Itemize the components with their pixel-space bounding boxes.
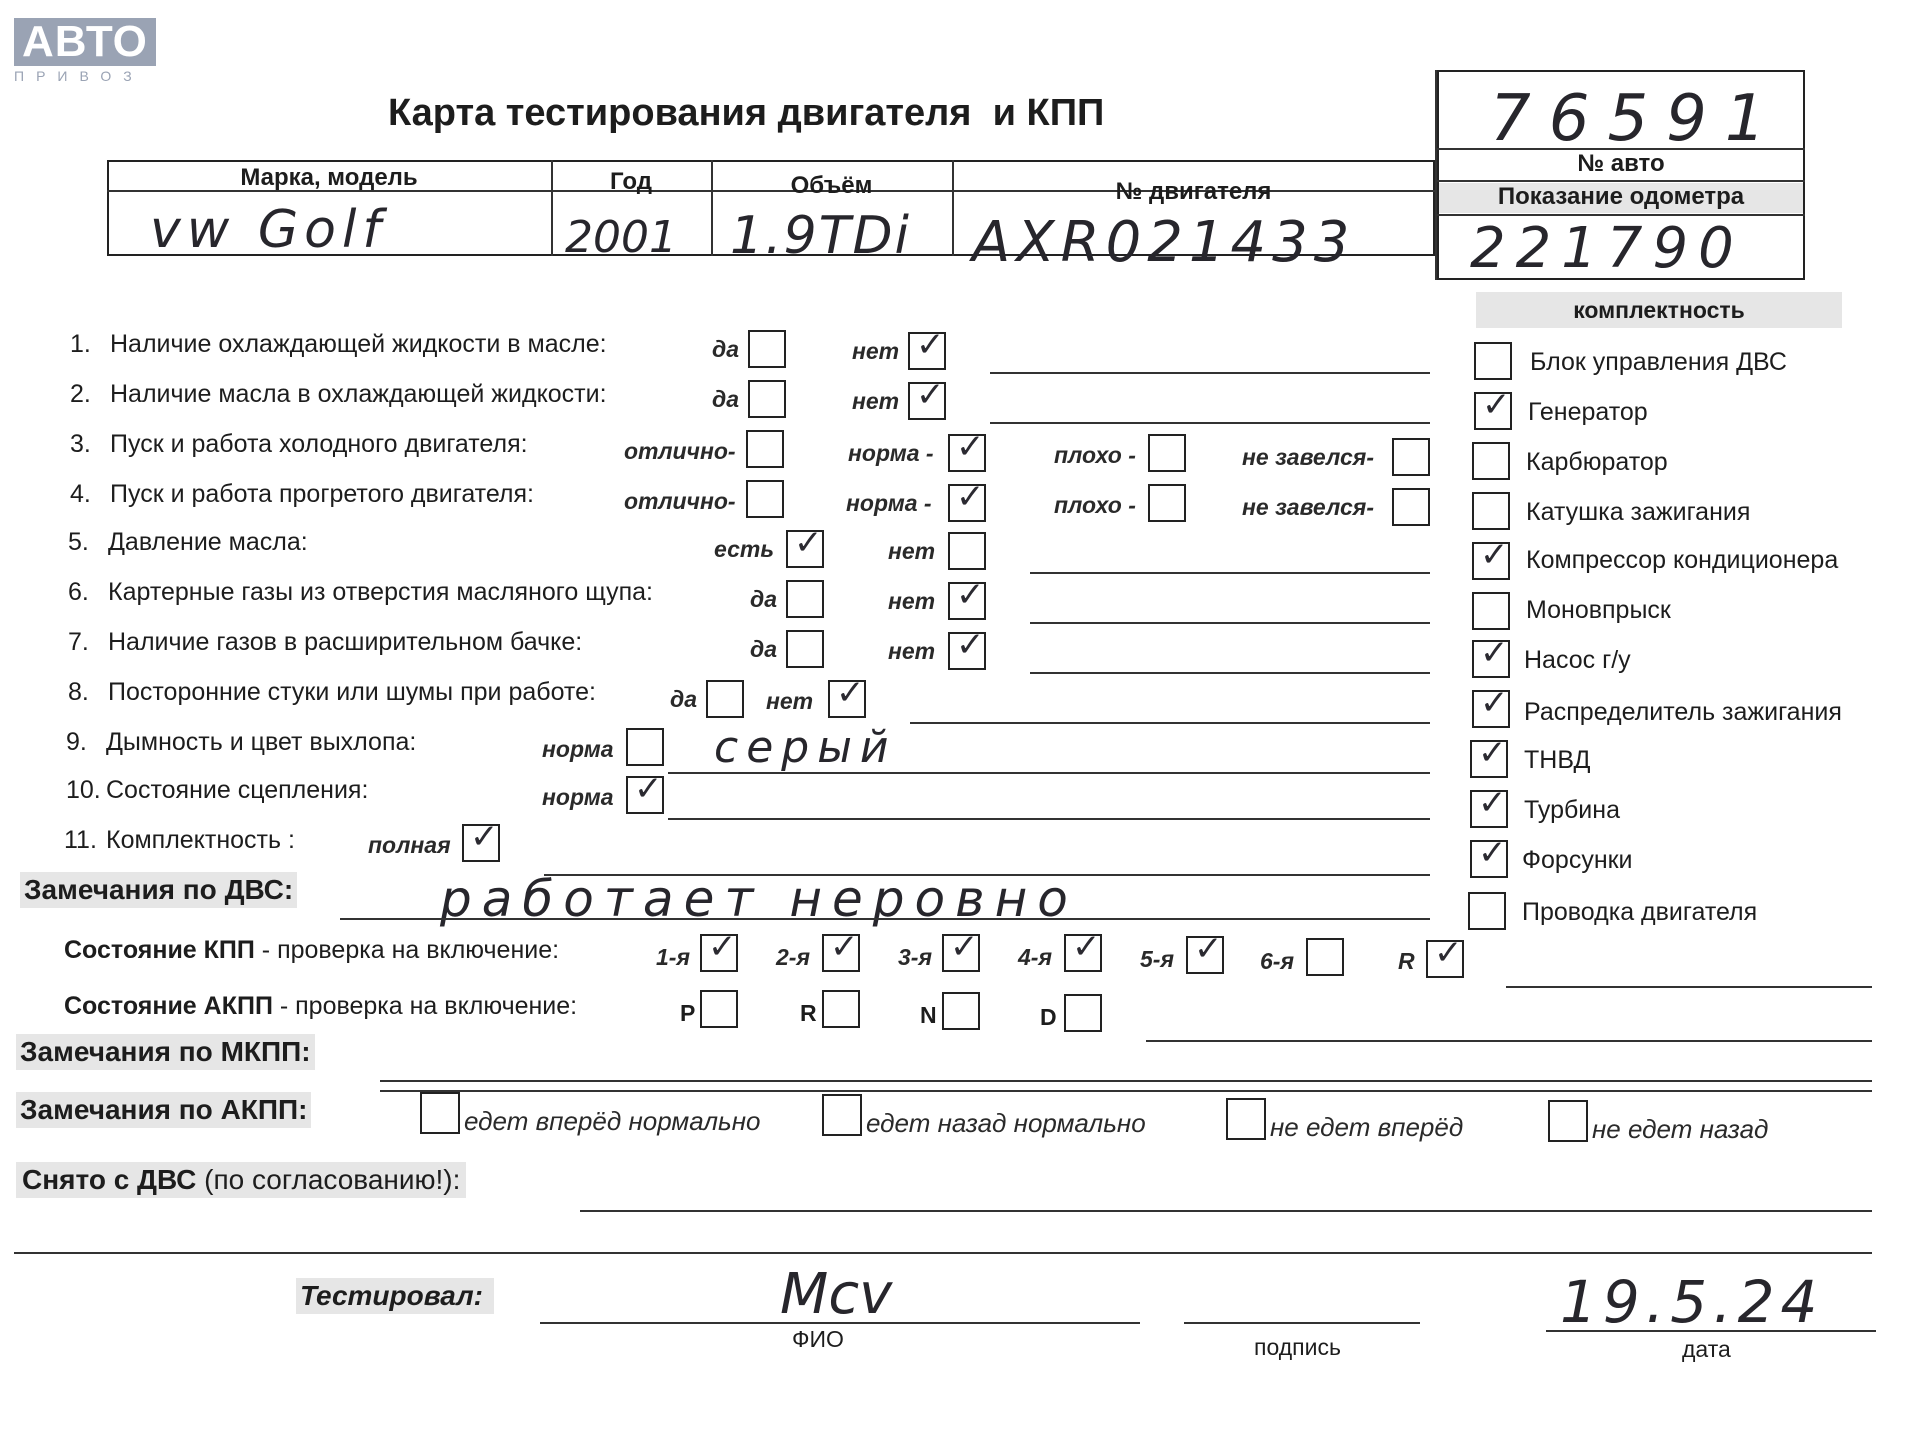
item-number: 3. (70, 430, 91, 458)
item-option: да (750, 586, 778, 612)
completeness-item: Турбина (1524, 796, 1620, 824)
checkbox-mode-n[interactable] (942, 992, 980, 1030)
checkbox-gear-4[interactable] (1064, 927, 1102, 972)
item-option: нет (766, 688, 814, 714)
checkbox-item1-no[interactable] (908, 325, 946, 370)
completeness-item: Моновпрыск (1526, 596, 1671, 624)
item-label: Наличие охлаждающей жидкости в масле: (110, 330, 607, 358)
akpp-option: не едет вперёд (1270, 1112, 1464, 1142)
akpp-option: едет вперёд нормально (464, 1106, 761, 1136)
logo-text: АВТО (14, 18, 156, 66)
logo-subtext: ПРИВОЗ (14, 68, 144, 84)
item-option: не завелся- (1242, 494, 1374, 520)
check-mark: ✓ (1434, 933, 1463, 973)
checkbox-item10-normal[interactable] (626, 769, 664, 814)
item-option: отлично- (624, 438, 736, 464)
completeness-item: Катушка зажигания (1526, 498, 1751, 526)
removed-label-rest: (по согласованию!): (196, 1164, 461, 1195)
caption-signature: подпись (1254, 1334, 1341, 1360)
checkbox-akpp-backward-ok[interactable] (822, 1094, 862, 1136)
checkbox-power-steering-pump[interactable] (1472, 633, 1510, 678)
check-mark: ✓ (470, 817, 499, 857)
item-option: плохо - (1054, 492, 1136, 518)
checkbox-fuel-pump[interactable] (1470, 733, 1508, 778)
auto-gearbox-label (64, 992, 577, 1021)
checkbox-item3-bad[interactable] (1148, 434, 1186, 472)
checkbox-mode-r[interactable] (822, 990, 860, 1028)
checkbox-item4-nostart[interactable] (1392, 488, 1430, 526)
completeness-item: Форсунки (1522, 846, 1633, 874)
odometer-value: 221790 (1470, 216, 1744, 281)
checkbox-mode-d[interactable] (1064, 994, 1102, 1032)
item-number: 4. (70, 480, 91, 508)
mode-label: D (1040, 1004, 1057, 1030)
checkbox-item5-no[interactable] (948, 532, 986, 570)
checkbox-item9-normal[interactable] (626, 728, 664, 766)
exhaust-note: серый (714, 722, 897, 773)
header-model-label: Марка, модель (240, 164, 418, 191)
caption-date: дата (1682, 1336, 1731, 1362)
checkbox-item4-normal[interactable] (948, 477, 986, 522)
checkbox-carburetor[interactable] (1472, 442, 1510, 480)
checkbox-ecu[interactable] (1474, 342, 1512, 380)
check-mark: ✓ (956, 575, 985, 615)
check-mark: ✓ (830, 927, 859, 967)
checkbox-item7-no[interactable] (948, 625, 986, 670)
checkbox-item5-yes[interactable] (786, 523, 824, 568)
check-mark: ✓ (1194, 929, 1223, 969)
checkbox-item1-yes[interactable] (748, 330, 786, 368)
check-mark: ✓ (1478, 733, 1507, 773)
removed-label-bold: Снято с ДВС (22, 1164, 197, 1195)
check-mark: ✓ (916, 375, 945, 415)
gear-label: 2-я (776, 944, 810, 970)
akpp-option: едет назад нормально (866, 1108, 1146, 1138)
item-option: не завелся- (1242, 444, 1374, 470)
tested-name: Мсv (780, 1262, 893, 1327)
check-mark: ✓ (836, 673, 865, 713)
mode-label: P (680, 1000, 696, 1026)
check-mark: ✓ (956, 427, 985, 467)
checkbox-item8-no[interactable] (828, 673, 866, 718)
gear-label: 6-я (1260, 948, 1294, 974)
auto-gearbox-label-rest: - проверка на включение: (272, 992, 578, 1020)
logo (14, 18, 164, 88)
model-value: vw Golf (150, 200, 387, 260)
item-number: 1. (70, 330, 91, 358)
gearbox-label-bold: Состояние КПП (64, 936, 255, 964)
item-option: да (712, 336, 740, 362)
checkbox-wiring[interactable] (1468, 892, 1506, 930)
check-mark: ✓ (950, 927, 979, 967)
checkbox-gear-2[interactable] (822, 927, 860, 972)
item-option: нет (888, 588, 936, 614)
engine-number-value: AXR021433 (972, 210, 1356, 275)
check-mark: ✓ (1478, 783, 1507, 823)
checkbox-gear-1[interactable] (700, 927, 738, 972)
item-option: норма - (846, 490, 932, 516)
checkbox-gear-reverse[interactable] (1426, 933, 1464, 978)
check-mark: ✓ (1480, 633, 1509, 673)
mode-label: N (920, 1002, 937, 1028)
item-option: норма (542, 736, 614, 762)
completeness-item: Генератор (1528, 398, 1648, 426)
item-option: норма - (848, 440, 934, 466)
akpp-option: не едет назад (1592, 1114, 1769, 1144)
checkbox-item4-bad[interactable] (1148, 484, 1186, 522)
checkbox-item6-yes[interactable] (786, 580, 824, 618)
item-option: норма (542, 784, 614, 810)
volume-value: 1.9TDi (730, 206, 911, 266)
gearbox-label-rest: - проверка на включение: (254, 936, 560, 964)
completeness-item: Проводка двигателя (1522, 898, 1758, 926)
tested-label: Тестировал: (296, 1278, 494, 1314)
item-number: 10. (66, 776, 101, 804)
checkbox-item11-full[interactable] (462, 817, 500, 862)
item-number: 9. (66, 728, 87, 756)
checkbox-item4-excellent[interactable] (746, 480, 784, 518)
checkbox-gear-3[interactable] (942, 927, 980, 972)
item-option: да (750, 636, 778, 662)
remarks-akpp-label: Замечания по АКПП: (16, 1092, 311, 1128)
checkbox-injectors[interactable] (1470, 833, 1508, 878)
checkbox-mode-p[interactable] (700, 990, 738, 1028)
checkbox-ac-compressor[interactable] (1472, 535, 1510, 580)
remarks-mkpp-label: Замечания по МКПП: (16, 1034, 315, 1070)
caption-name: ФИО (792, 1326, 844, 1352)
gear-label: 4-я (1018, 944, 1052, 970)
checkbox-turbine[interactable] (1470, 783, 1508, 828)
item-option: нет (852, 338, 900, 364)
checkbox-akpp-no-forward[interactable] (1226, 1098, 1266, 1140)
item-number: 2. (70, 380, 91, 408)
item-label: Комплектность : (106, 826, 295, 854)
item-option: полная (368, 832, 451, 858)
check-mark: ✓ (794, 523, 823, 563)
page-title: Карта тестирования двигателя и КПП (388, 92, 1105, 134)
item-label: Давление масла: (108, 528, 308, 556)
odometer-label: Показание одометра (1439, 183, 1803, 213)
item-number: 6. (68, 578, 89, 606)
check-mark: ✓ (1482, 385, 1511, 425)
checkbox-gear-5[interactable] (1186, 929, 1224, 974)
checkbox-item8-yes[interactable] (706, 680, 744, 718)
car-number-value: 76591 (1490, 82, 1784, 156)
item-option: плохо - (1054, 442, 1136, 468)
item-label: Картерные газы из отверстия масляного щупа: (108, 578, 653, 606)
item-option: да (712, 386, 740, 412)
check-mark: ✓ (634, 769, 663, 809)
year-value: 2001 (565, 212, 677, 263)
item-option: отлично- (624, 488, 736, 514)
completeness-item: Блок управления ДВС (1530, 348, 1787, 376)
item-label: Посторонние стуки или шумы при работе: (108, 678, 596, 706)
removed-label (16, 1162, 466, 1198)
completeness-item: Карбюратор (1526, 448, 1668, 476)
checkbox-mono-injection[interactable] (1472, 592, 1510, 630)
tested-date: 19.5.24 (1560, 1268, 1824, 1336)
check-mark: ✓ (916, 325, 945, 365)
remarks-engine-value: работает неровно (440, 870, 1078, 928)
mode-label: R (800, 1000, 817, 1026)
gearbox-label (64, 936, 559, 965)
checkbox-gear-6[interactable] (1306, 938, 1344, 976)
checkbox-item2-yes[interactable] (748, 380, 786, 418)
car-number-label: № авто (1577, 150, 1665, 177)
gear-label: R (1398, 948, 1415, 974)
auto-gearbox-label-bold: Состояние АКПП (64, 992, 273, 1020)
item-number: 11. (64, 826, 97, 854)
item-option: да (670, 686, 698, 712)
checkbox-distributor[interactable] (1472, 683, 1510, 728)
gear-label: 3-я (898, 944, 932, 970)
item-label: Наличие масла в охлаждающей жидкости: (110, 380, 607, 408)
check-mark: ✓ (1480, 535, 1509, 575)
completeness-item: Насос г/у (1524, 646, 1631, 674)
item-number: 7. (68, 628, 89, 656)
checkbox-akpp-no-backward[interactable] (1548, 1100, 1588, 1142)
gear-label: 1-я (656, 944, 690, 970)
item-number: 8. (68, 678, 89, 706)
item-option: нет (888, 538, 936, 564)
checkbox-item3-excellent[interactable] (746, 430, 784, 468)
checkbox-item2-no[interactable] (908, 375, 946, 420)
checkbox-akpp-forward-ok[interactable] (420, 1092, 460, 1134)
check-mark: ✓ (1480, 683, 1509, 723)
checkbox-item6-no[interactable] (948, 575, 986, 620)
header-year-label: Год (610, 168, 652, 195)
completeness-item: ТНВД (1524, 746, 1591, 774)
check-mark: ✓ (956, 477, 985, 517)
check-mark: ✓ (956, 625, 985, 665)
gear-label: 5-я (1140, 946, 1174, 972)
item-option: есть (714, 536, 774, 562)
item-number: 5. (68, 528, 89, 556)
item-option: нет (888, 638, 936, 664)
remarks-engine-label: Замечания по ДВС: (20, 872, 297, 908)
item-label: Дымность и цвет выхлопа: (106, 728, 417, 756)
header-volume-label: Объём (790, 172, 873, 199)
completeness-item: Распределитель зажигания (1524, 698, 1842, 726)
check-mark: ✓ (708, 927, 737, 967)
checkbox-item3-nostart[interactable] (1392, 438, 1430, 476)
checkbox-item3-normal[interactable] (948, 427, 986, 472)
item-label: Пуск и работа холодного двигателя: (110, 430, 528, 458)
checkbox-item7-yes[interactable] (786, 630, 824, 668)
completeness-item: Компрессор кондиционера (1526, 546, 1839, 574)
item-option: нет (852, 388, 900, 414)
checkbox-generator[interactable] (1474, 385, 1512, 430)
completeness-title: комплектность (1476, 292, 1842, 328)
item-label: Наличие газов в расширительном бачке: (108, 628, 583, 656)
check-mark: ✓ (1478, 833, 1507, 873)
check-mark: ✓ (1072, 927, 1101, 967)
header-engine-label: № двигателя (1115, 178, 1272, 205)
item-label: Пуск и работа прогретого двигателя: (110, 480, 534, 508)
item-label: Состояние сцепления: (106, 776, 369, 804)
checkbox-ignition-coil[interactable] (1472, 492, 1510, 530)
